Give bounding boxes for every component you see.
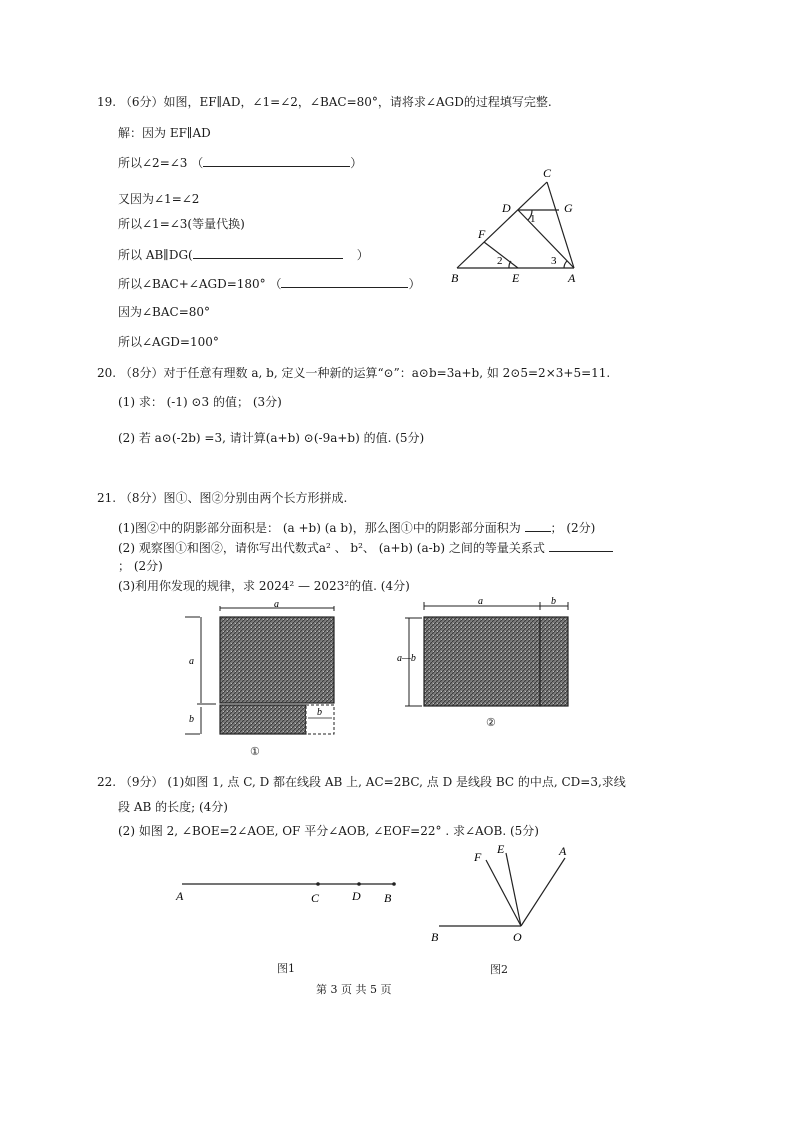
q19-title: 19. （6分）如图，EF∥AD，∠1=∠2，∠BAC=80°，请将求∠AGD的过程填写完整. bbox=[97, 95, 552, 109]
q19-label-angle-2: 2 bbox=[497, 255, 503, 267]
q19-step-5 bbox=[118, 246, 369, 263]
q22-fig2-label-o: O bbox=[513, 930, 522, 944]
q21-fig1-caption: ① bbox=[250, 745, 260, 758]
q19-step-6 bbox=[118, 275, 421, 292]
q21-fig1-label-b-small: b bbox=[317, 707, 322, 718]
q22-fig2-label-b: B bbox=[431, 930, 439, 944]
q21-fig2-right-rect bbox=[540, 617, 568, 706]
q21-part-2-cont: ； (2分) bbox=[118, 559, 163, 573]
q20-part-1: (1) 求： (-1) ⊙3 的值； (3分) bbox=[118, 395, 282, 409]
q22-point-c bbox=[316, 882, 320, 886]
q21-answer-blank-2[interactable] bbox=[549, 539, 613, 552]
q21-part-2 bbox=[118, 539, 613, 556]
q19-label-g: G bbox=[564, 201, 573, 215]
q21-part-1-tail: ； (2分) bbox=[550, 521, 596, 535]
q20-title: 20. （8分）对于任意有理数 a, b, 定义一种新的运算“⊙”：a⊙b=3a+b, 如 2⊙5=2×3+5=11. bbox=[97, 366, 611, 380]
q21-fig2-caption: ② bbox=[486, 716, 496, 729]
q22-fig2-label-f: F bbox=[474, 850, 482, 864]
q21-fig2-label-a-minus-b: a—b bbox=[397, 653, 416, 664]
q21-fig1-label-a-side: a bbox=[189, 656, 194, 667]
q19-triangle-figure bbox=[440, 160, 600, 290]
q19-angle-mark-3 bbox=[564, 261, 567, 268]
q19-step-3: 又因为∠1=∠2 bbox=[118, 192, 200, 206]
q19-step-2-text: 所以∠2=∠3 （ bbox=[118, 156, 204, 170]
q22-fig1-label-a: A bbox=[176, 889, 184, 903]
q21-fig2-label-b: b bbox=[551, 596, 556, 607]
q19-step-5-text: 所以 AB∥DG( bbox=[118, 248, 193, 262]
q19-label-b: B bbox=[451, 271, 459, 285]
q21-fig1-bottom-strip bbox=[220, 705, 306, 734]
q21-fig1-label-b-side: b bbox=[189, 714, 194, 725]
q19-label-a: A bbox=[568, 271, 576, 285]
q22-fig1-label-d: D bbox=[352, 889, 361, 903]
q22-figure-2-angles bbox=[425, 838, 585, 948]
q19-step-8: 所以∠AGD=100° bbox=[118, 335, 219, 349]
q19-step-6-text: 所以∠BAC+∠AGD=180° （ bbox=[118, 277, 282, 291]
q19-label-angle-1: 1 bbox=[530, 213, 536, 225]
q19-label-f: F bbox=[478, 227, 486, 241]
q19-label-angle-3: 3 bbox=[551, 255, 557, 267]
q22-ray-oa bbox=[521, 858, 565, 926]
q22-part-2: (2) 如图 2, ∠BOE=2∠AOE, OF 平分∠AOB, ∠EOF=22° . 求∠AOB. (5分) bbox=[118, 824, 539, 838]
q21-figure-2 bbox=[396, 594, 572, 712]
q21-part-2-text: (2) 观察图①和图②，请你写出代数式a² 、 b²、 (a+b) (a-b) 之间的等量关系式 bbox=[118, 541, 545, 555]
q19-step-2-close: ） bbox=[350, 156, 363, 170]
q19-step-2 bbox=[118, 154, 362, 171]
q22-title-cont: 段 AB 的长度; (4分) bbox=[118, 800, 228, 814]
q19-step-5-close: ） bbox=[356, 248, 369, 262]
q22-point-d bbox=[357, 882, 361, 886]
q19-step-4: 所以∠1=∠3(等量代换) bbox=[118, 217, 245, 231]
q21-fig1-big-square bbox=[220, 617, 334, 703]
q22-ray-oe bbox=[506, 853, 521, 926]
q22-point-b bbox=[392, 882, 396, 886]
q19-step-6-close: ） bbox=[408, 277, 421, 291]
q22-figure-1-segment bbox=[170, 872, 410, 912]
q19-step-7: 因为∠BAC=80° bbox=[118, 305, 211, 319]
q22-fig2-label-a: A bbox=[559, 844, 567, 858]
q21-answer-blank-1[interactable] bbox=[525, 519, 551, 532]
q19-reason-blank-1[interactable] bbox=[203, 154, 350, 167]
q22-fig2-caption: 图2 bbox=[490, 963, 508, 976]
q20-part-2: (2) 若 a⊙(-2b) =3, 请计算(a+b) ⊙(-9a+b) 的值. (5分) bbox=[118, 431, 425, 445]
q22-fig1-caption: 图1 bbox=[277, 962, 295, 975]
q21-figure-1 bbox=[182, 598, 342, 743]
q19-reason-blank-2[interactable] bbox=[193, 246, 343, 259]
q19-label-e: E bbox=[512, 271, 520, 285]
q21-fig2-left-rect bbox=[424, 617, 540, 706]
q21-part-1-text: (1)图②中的阴影部分面积是： (a +b) (a b)，那么图①中的阴影部分面积为 bbox=[118, 521, 521, 535]
q19-reason-blank-3[interactable] bbox=[281, 275, 408, 288]
q19-segment-da bbox=[518, 210, 574, 268]
q22-fig1-label-b: B bbox=[384, 891, 392, 905]
q21-fig2-label-a: a bbox=[478, 596, 483, 607]
q21-part-3: (3)利用你发现的规律，求 2024² — 2023²的值. (4分) bbox=[118, 579, 410, 593]
q22-ray-of bbox=[486, 860, 521, 926]
q21-part-1 bbox=[118, 519, 595, 536]
q19-label-c: C bbox=[543, 166, 552, 180]
page-footer: 第 3 页 共 5 页 bbox=[316, 983, 392, 996]
q21-title: 21. （8分）图①、图②分别由两个长方形拼成. bbox=[97, 491, 348, 505]
q22-title: 22. （9分） (1)如图 1, 点 C, D 都在线段 AB 上, AC=2BC, 点 D 是线段 BC 的中点, CD=3,求线 bbox=[97, 775, 626, 789]
q22-fig2-label-e: E bbox=[497, 842, 505, 856]
q22-fig1-label-c: C bbox=[311, 891, 320, 905]
q19-step-1: 解：因为 EF∥AD bbox=[118, 126, 211, 140]
q21-fig1-label-a-top: a bbox=[274, 599, 279, 610]
q19-label-d: D bbox=[502, 201, 511, 215]
